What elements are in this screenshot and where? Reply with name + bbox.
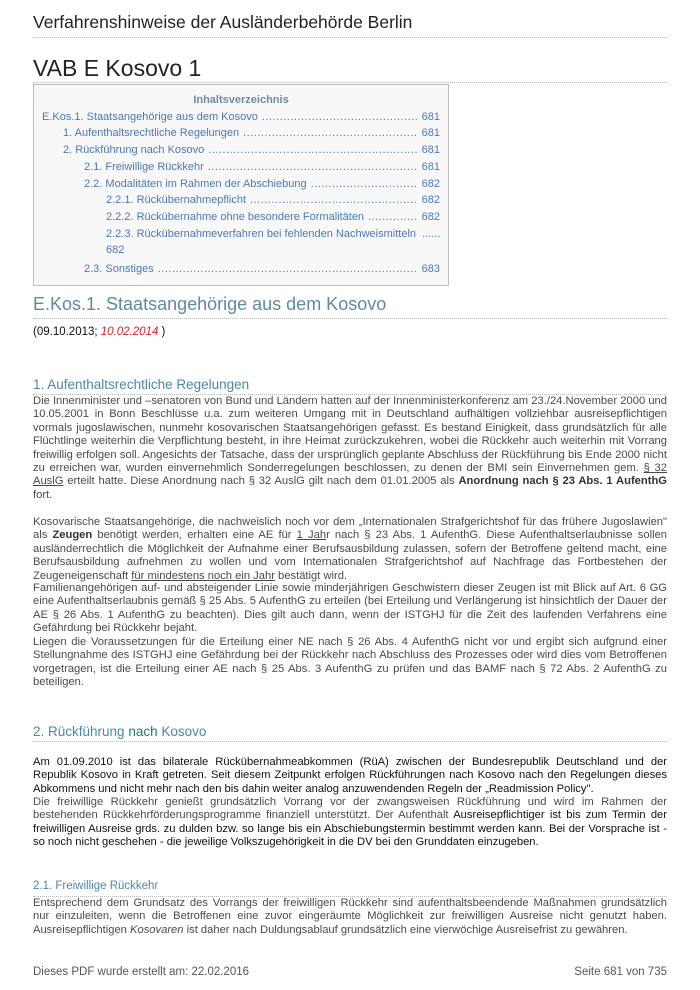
toc-entry-page: 682 (106, 244, 125, 256)
toc-leader (262, 111, 418, 124)
paragraph-underline: 1 Jah (296, 529, 327, 542)
toc-leader (250, 194, 418, 207)
paragraph-text: erteilt hatte. Diese Anordnung nach § 32 AuslG gilt nach dem 01.01.2005 als (63, 475, 459, 488)
toc-entry-2-2-1[interactable] (106, 194, 440, 207)
paragraph-text-dark: Ausreisepflichtiger ist bis zum Termin der freiwilligen Ausreise grds. zu dulden bzw. so lange bis ein Abschiebungstermin bestimmt werden kann. Bei der Vorsprache ist - so noch nicht geschehen - die jeweilige Volkszugehörigkeit in die DV bei den Grunddaten einzugeben. (33, 809, 667, 849)
toc-entry-2-1[interactable] (84, 161, 440, 174)
title-divider (33, 82, 667, 83)
table-of-contents (33, 84, 449, 286)
document-title: VAB E Kosovo 1 (33, 55, 202, 81)
heading-text: Kosovo (157, 724, 207, 739)
paragraph-s1-p1 (33, 395, 667, 502)
paragraph-underline: für mindestens noch ein Jahr (131, 569, 275, 582)
paragraph-s21-p1 (33, 897, 667, 937)
toc-leader (368, 211, 418, 224)
toc-entry-page: 683 (421, 263, 440, 275)
paragraph-italic: Kosovaren (130, 923, 184, 936)
toc-entry-page: 682 (421, 194, 440, 206)
toc-entry-e-kos-1[interactable] (42, 111, 440, 124)
toc-entry-page: 681 (421, 111, 440, 123)
toc-entry-2-2-2[interactable] (106, 211, 440, 224)
header-divider (33, 37, 667, 38)
toc-entry-label: 1. Aufenthaltsrechtliche Regelungen (63, 127, 240, 139)
section-divider (33, 318, 667, 319)
toc-entry-label: 2.2. Modalitäten im Rahmen der Abschiebung (84, 178, 307, 190)
toc-entry-1[interactable] (63, 127, 440, 140)
section-heading-e-kos-1: E.Kos.1. Staatsangehörige aus dem Kosovo (33, 294, 387, 314)
toc-entry-label: 2.2.3. Rückübernahmeverfahren bei fehlenden Nachweismitteln (106, 228, 417, 240)
toc-entry-label: 2. Rückführung nach Kosovo (63, 144, 205, 156)
toc-entry-label: 2.2.1. Rückübernahmepflicht (106, 194, 247, 206)
paragraph-text: Die freiwillige Rückkehr genießt grundsätzlich Vorrang vor der zwangsweisen Rückführung und wird im Rahmen der bestehenden Rückkehrförderungsprogramme finanziell unterstützt. Der Aufenthalt (33, 796, 667, 822)
section-heading-1: 1. Aufenthaltsrechtliche Regelungen (33, 377, 250, 392)
paragraph-text: ist daher nach Duldungsablauf grundsätzlich eine vierwöchige Ausreisefrist zu gewähren. (183, 923, 628, 936)
paragraph-text: Kosovarische Staatsangehörige, die nachweislich noch vor dem „Internationalen Strafgerichtshof für das frühere Jugoslawien" als (33, 516, 667, 542)
paragraph-s2-p2 (33, 796, 667, 850)
section-date-line (33, 326, 667, 339)
paragraph-text: Die Innenminister und –senatoren von Bund und Ländern hatten auf der Innenministerkonferenz am 23./24.November 2000 und 10.05.2001 in Bonn Beschlüsse u.a. zum weiteren Umgang mit in Deutschland aufhältigen vollziehbar ausreisepflichtigen vormals jugoslawischen, nunmehr kosovarischen Staatsangehörigen gefasst. Es bestand Einigkeit, dass grundsätzlich für alle Flüchtlinge weiterhin die Verpflichtung besteht, in ihre Heimat zurückzukehren, wobei die Rückkehr auch weiterhin mit Vorrang freiwillig erfolgen soll. Angesichts der Tatsache, dass der ursprünglich geplante Abschluss der Rückführung bis Ende 2000 nicht zu erreichen war, wurden einvernehmlich Sonderregelungen beschlossen, zu denen der BMI sein Einvernehmen gem. (33, 395, 667, 475)
toc-entry-2[interactable] (63, 144, 440, 157)
footer-created-date: Dieses PDF wurde erstellt am: 22.02.2016 (33, 966, 250, 978)
paragraph-bold: Zeugen (52, 529, 93, 542)
date-text-close: ) (158, 326, 166, 338)
toc-entry-label: 2.1. Freiwillige Rückkehr (84, 161, 204, 173)
paragraph-text: fort. (33, 488, 53, 501)
toc-leader (158, 263, 418, 276)
paragraph-text: benötigt werden, erhalten eine AE für (92, 529, 297, 542)
toc-entry-page: 681 (421, 127, 440, 139)
toc-entry-page: 681 (421, 144, 440, 156)
section-divider (33, 741, 667, 742)
paragraph-text: Entsprechend dem Grundsatz des Vorrangs der freiwilligen Rückkehr sind aufenthaltsbeendende Maßnahmen grundsätzlich nur einzuleiten, wenn die Betroffenen eine zuvor eingeräumte Möglichkeit zur freiwilligen Ausreise nicht genutzt haben. Ausreisepflichtigen (33, 897, 667, 936)
toc-entry-2-3[interactable] (84, 263, 440, 276)
toc-leader (311, 178, 418, 191)
date-text: (09.10.2013; (33, 326, 101, 338)
heading-text: 2. Rückführung (33, 724, 129, 739)
toc-leader: ...... (422, 228, 441, 240)
toc-entry-label: 2.3. Sonstiges (84, 263, 154, 275)
paragraph-s1-p4: Liegen die Voraussetzungen für die Erteilung einer NE nach § 26 Abs. 4 AufenthG nicht vor und ergibt sich aufgrund einer Stellungnahme des ISTGHJ eine Gefährdung bei der Rückkehr nach Abschluss des Prozesses oder wird dies vom Betroffenen vorgetragen, ist die Erteilung einer AE nach § 25 Abs. 3 AufenthG zu prüfen und das BAMF nach § 72 Abs. 2 AufenthG zu beteiligen. (33, 636, 667, 689)
paragraph-text: bestätigt wird. (274, 569, 348, 582)
paragraph-s2-p1: Am 01.09.2010 ist das bilaterale Rückübernahmeabkommen (RüA) zwischen der Bundesrepublik Deutschland und der Republik Kosovo in Kraft getreten. Seit diesem Zeitpunkt erfolgen Rückführungen nach Kosovo nach den Regelungen dieses Abkommens und nicht mehr nach den bis dahin weiter analog anzuwendenden Regeln der „Readmission Policy". (33, 756, 667, 795)
toc-entry-2-2-3[interactable] (106, 228, 441, 259)
paragraph-s1-p2 (33, 516, 667, 583)
header-title: Verfahrenshinweise der Ausländerbehörde Berlin (33, 12, 413, 32)
toc-title: Inhaltsverzeichnis (193, 94, 289, 106)
paragraph-text: r nach § 23 Abs. 1 AufenthG. Diese Aufenthaltserlaubnisse sollen ausländerrechtlich die Möglichkeit der Aufnahme einer Berufsausbildung zulassen, sofern der Betroffene geltend macht, eine Berufsausbildung aufnehmen zu wollen und vom Internationalen Strafgerichtshof auf Nachfrage das Fortbestehen der Zeugeneigenschaft (33, 529, 668, 582)
toc-entry-label: 2.2.2. Rückübernahme ohne besondere Formalitäten (106, 211, 365, 223)
toc-entry-page: 682 (421, 178, 440, 190)
paragraph-bold: Anordnung nach § 23 Abs. 1 AufenthG (458, 475, 667, 488)
toc-leader (208, 161, 418, 174)
toc-leader (208, 144, 417, 157)
date-changed: 10.02.2014 (100, 326, 159, 338)
paragraph-s1-p3: Familienangehörigen auf- und absteigender Linie sowie minderjährigen Geschwistern dieser Zeugen ist mit Blick auf Art. 6 GG eine Aufenthaltserlaubnis gemäß § 25 Abs. 5 AufenthG zu erteilen (bei Erteilung und Verlängerung ist hinsichtlich der Dauer der AE § 26 Abs. 1 AufenthG zu beachten). Dies gilt auch dann, wenn der ISTGHJ für die Zeit des laufenden Verfahrens eine Gefährdung bei Rückkehr bejaht. (33, 582, 667, 635)
law-link[interactable]: § 32 AuslG (33, 462, 667, 488)
toc-leader (243, 127, 418, 140)
toc-entry-page: 682 (421, 211, 440, 223)
toc-entry-label: E.Kos.1. Staatsangehörige aus dem Kosovo (42, 111, 258, 123)
section-heading-2-1: 2.1. Freiwillige Rückkehr (33, 880, 159, 892)
heading-highlight: nach (128, 724, 158, 739)
section-heading-2 (33, 724, 206, 739)
toc-entry-2-2[interactable] (84, 178, 440, 191)
footer-page-number: Seite 681 von 735 (574, 966, 667, 978)
toc-entry-page: 681 (421, 161, 440, 173)
